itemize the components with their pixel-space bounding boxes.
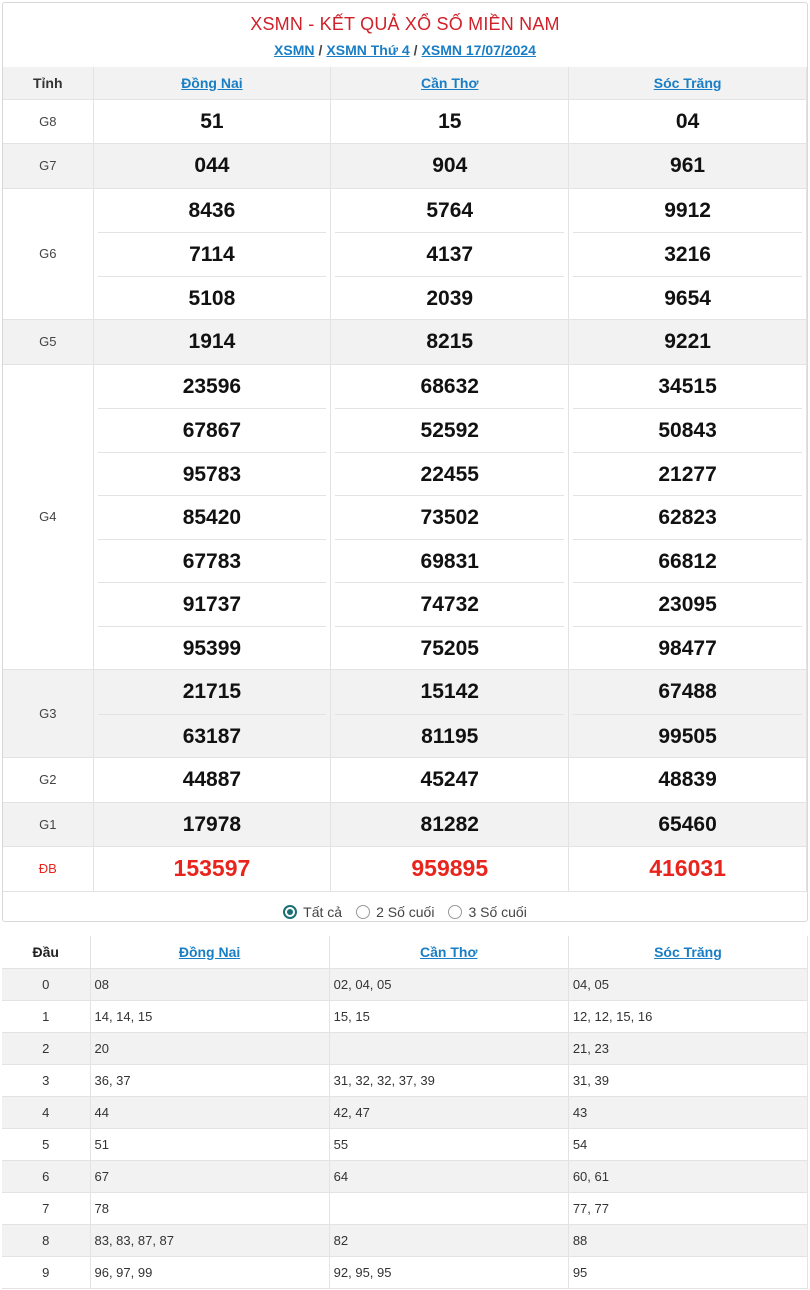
loto-province-link-can-tho[interactable]: Cần Thơ [420,943,478,960]
filter-option-2-digits[interactable] [356,904,434,920]
prize-number: 23095 [573,582,802,626]
prize-number: 21715 [182,680,242,703]
loto-cell: 95 [568,1257,807,1289]
results-header-row [3,67,807,99]
prize-number: 22455 [335,452,564,496]
prize-label: G7 [3,144,93,189]
loto-cell: 96, 97, 99 [90,1257,329,1289]
prize-row-6 [3,758,807,803]
prize-cell [93,188,331,320]
loto-row [2,1032,808,1064]
special-prize-number: 416031 [649,855,726,881]
loto-cell: 51 [90,1128,329,1160]
prize-cell [569,670,807,758]
province-link-can-tho[interactable]: Cần Thơ [421,74,479,91]
prize-number: 52592 [335,408,564,452]
prize-number: 69831 [335,539,564,583]
prize-cell [331,847,569,892]
prize-row-3 [3,320,807,365]
prize-number: 75205 [335,626,564,670]
loto-cell: 12, 12, 15, 16 [568,1000,807,1032]
prize-number: 99505 [573,714,802,758]
prize-cell [569,320,807,365]
loto-head-digit: 3 [2,1064,90,1096]
prize-cell [569,144,807,189]
loto-cell: 64 [329,1161,568,1193]
prize-number: 9221 [664,330,711,353]
prize-number: 67783 [98,539,327,583]
loto-cell: 67 [90,1161,329,1193]
prize-number: 51 [200,109,224,133]
loto-cell: 82 [329,1225,568,1257]
filter-label: Tất cả [303,903,343,920]
prize-number: 34515 [658,374,717,398]
prize-number: 23596 [182,374,242,398]
loto-cell: 42, 47 [329,1096,568,1128]
loto-row [2,1225,808,1257]
results-table [3,67,807,892]
breadcrumb [3,41,807,59]
prize-cell [331,670,569,758]
loto-cell: 83, 83, 87, 87 [90,1225,329,1257]
column-header-province: Tỉnh [3,67,93,99]
prize-number: 2039 [335,276,564,320]
loto-cell: 43 [568,1096,807,1128]
radio-selected-icon[interactable] [283,905,297,919]
loto-cell: 31, 39 [568,1064,807,1096]
radio-icon[interactable] [356,905,370,919]
prize-number: 5108 [98,276,327,320]
prize-number: 66812 [573,539,802,583]
prize-number: 67488 [658,680,717,703]
loto-cell: 55 [329,1128,568,1160]
prize-label: G1 [3,802,93,847]
prize-cell [331,320,569,365]
prize-number: 15142 [420,680,479,703]
loto-table-section [2,936,808,1289]
loto-row [2,1064,808,1096]
prize-number: 81282 [420,812,479,836]
prize-cell [331,802,569,847]
prize-number: 44887 [182,768,242,791]
prize-number: 45247 [420,768,479,791]
prize-number: 21277 [573,452,802,496]
prize-number: 5764 [426,198,474,222]
prize-number: 62823 [573,495,802,539]
digit-filter [3,892,807,923]
loto-cell [329,1193,568,1225]
prize-number: 1914 [188,330,236,353]
loto-row [2,1128,808,1160]
loto-head-digit: 4 [2,1096,90,1128]
breadcrumb-separator: / [318,42,323,58]
loto-cell: 04, 05 [568,968,807,1000]
prize-number: 8215 [426,330,474,353]
loto-head-digit: 0 [2,968,90,1000]
loto-head-digit: 2 [2,1032,90,1064]
prize-number: 50843 [573,408,802,452]
prize-number: 73502 [335,495,564,539]
loto-head-digit: 5 [2,1128,90,1160]
prize-label: G8 [3,99,93,144]
prize-number: 7114 [98,232,327,276]
loto-cell: 92, 95, 95 [329,1257,568,1289]
prize-number: 15 [438,109,462,133]
loto-head-digit: 8 [2,1225,90,1257]
loto-head-digit: 1 [2,1000,90,1032]
prize-row-7 [3,802,807,847]
loto-head-digit: 6 [2,1161,90,1193]
prize-cell [93,364,331,670]
province-link-soc-trang[interactable]: Sóc Trăng [653,74,722,91]
prize-cell [569,847,807,892]
loto-header-row [2,936,808,968]
loto-table [2,936,808,1289]
loto-cell [329,1032,568,1064]
loto-cell: 08 [90,968,329,1000]
prize-row-5 [3,670,807,758]
special-prize-number: 153597 [173,855,251,881]
loto-cell: 31, 32, 32, 37, 39 [329,1064,568,1096]
loto-province-link-soc-trang[interactable]: Sóc Trăng [654,943,722,960]
loto-cell: 88 [568,1225,807,1257]
prize-number: 74732 [335,582,564,626]
filter-option-all[interactable] [283,904,342,920]
prize-row-4 [3,364,807,670]
loto-cell: 78 [90,1193,329,1225]
filter-label: 3 Số cuối [468,903,527,920]
loto-row [2,1161,808,1193]
prize-label: ĐB [3,847,93,892]
prize-label: G4 [3,364,93,670]
prize-number: 95399 [98,626,327,670]
loto-cell: 54 [568,1128,807,1160]
special-prize-number: 959895 [411,855,489,881]
prize-cell [93,802,331,847]
loto-head-digit: 7 [2,1193,90,1225]
prize-number: 63187 [98,714,327,758]
breadcrumb-link-weekday[interactable]: XSMN Thứ 4 [326,42,410,58]
prize-cell [569,188,807,320]
prize-cell [569,364,807,670]
prize-cell [93,144,331,189]
prize-number: 85420 [98,495,327,539]
prize-label: G6 [3,188,93,320]
loto-province-link-dong-nai[interactable]: Đồng Nai [178,943,241,960]
results-card [2,2,808,922]
prize-row-1 [3,144,807,189]
filter-option-3-digits[interactable] [448,904,526,920]
loto-row [2,1193,808,1225]
prize-number: 98477 [573,626,802,670]
province-link-dong-nai[interactable]: Đồng Nai [181,74,243,91]
breadcrumb-link-xsmn[interactable]: XSMN [274,42,315,58]
prize-cell [331,188,569,320]
prize-number: 9654 [573,276,802,320]
loto-cell: 60, 61 [568,1161,807,1193]
prize-cell [93,670,331,758]
prize-number: 17978 [182,812,242,836]
prize-row-2 [3,188,807,320]
column-header-head: Đầu [2,936,90,968]
radio-icon[interactable] [448,905,462,919]
loto-cell: 20 [90,1032,329,1064]
prize-cell [569,99,807,144]
prize-row-8 [3,847,807,892]
prize-cell [569,802,807,847]
prize-number: 961 [670,154,706,177]
prize-cell [93,320,331,365]
prize-number: 04 [675,109,700,133]
prize-number: 8436 [188,198,236,222]
prize-cell [569,758,807,803]
prize-number: 3216 [573,232,802,276]
prize-number: 044 [194,154,230,177]
prize-cell [331,758,569,803]
prize-number: 48839 [658,768,717,791]
loto-row [2,968,808,1000]
prize-label: G5 [3,320,93,365]
loto-row [2,1000,808,1032]
prize-number: 4137 [335,232,564,276]
prize-number: 904 [432,154,468,177]
page-title: XSMN - KẾT QUẢ XỔ SỐ MIỀN NAM [250,14,560,34]
prize-label: G2 [3,758,93,803]
breadcrumb-separator: / [413,42,418,58]
prize-number: 91737 [98,582,327,626]
prize-cell [331,99,569,144]
loto-head-digit: 9 [2,1257,90,1289]
loto-row [2,1096,808,1128]
prize-number: 9912 [664,198,711,222]
prize-number: 95783 [98,452,327,496]
loto-cell: 36, 37 [90,1064,329,1096]
prize-number: 81195 [335,714,564,758]
prize-cell [93,847,331,892]
loto-cell: 15, 15 [329,1000,568,1032]
prize-row-0 [3,99,807,144]
prize-number: 65460 [658,812,717,836]
results-header [3,3,807,67]
prize-cell [93,758,331,803]
loto-cell: 21, 23 [568,1032,807,1064]
prize-cell [331,144,569,189]
prize-number: 67867 [98,408,327,452]
loto-cell: 77, 77 [568,1193,807,1225]
prize-cell [331,364,569,670]
loto-cell: 44 [90,1096,329,1128]
loto-row [2,1257,808,1289]
breadcrumb-link-date[interactable]: XSMN 17/07/2024 [421,42,536,58]
loto-cell: 02, 04, 05 [329,968,568,1000]
loto-cell: 14, 14, 15 [90,1000,329,1032]
prize-label: G3 [3,670,93,758]
filter-label: 2 Số cuối [376,903,435,920]
prize-cell [93,99,331,144]
prize-number: 68632 [420,374,479,398]
